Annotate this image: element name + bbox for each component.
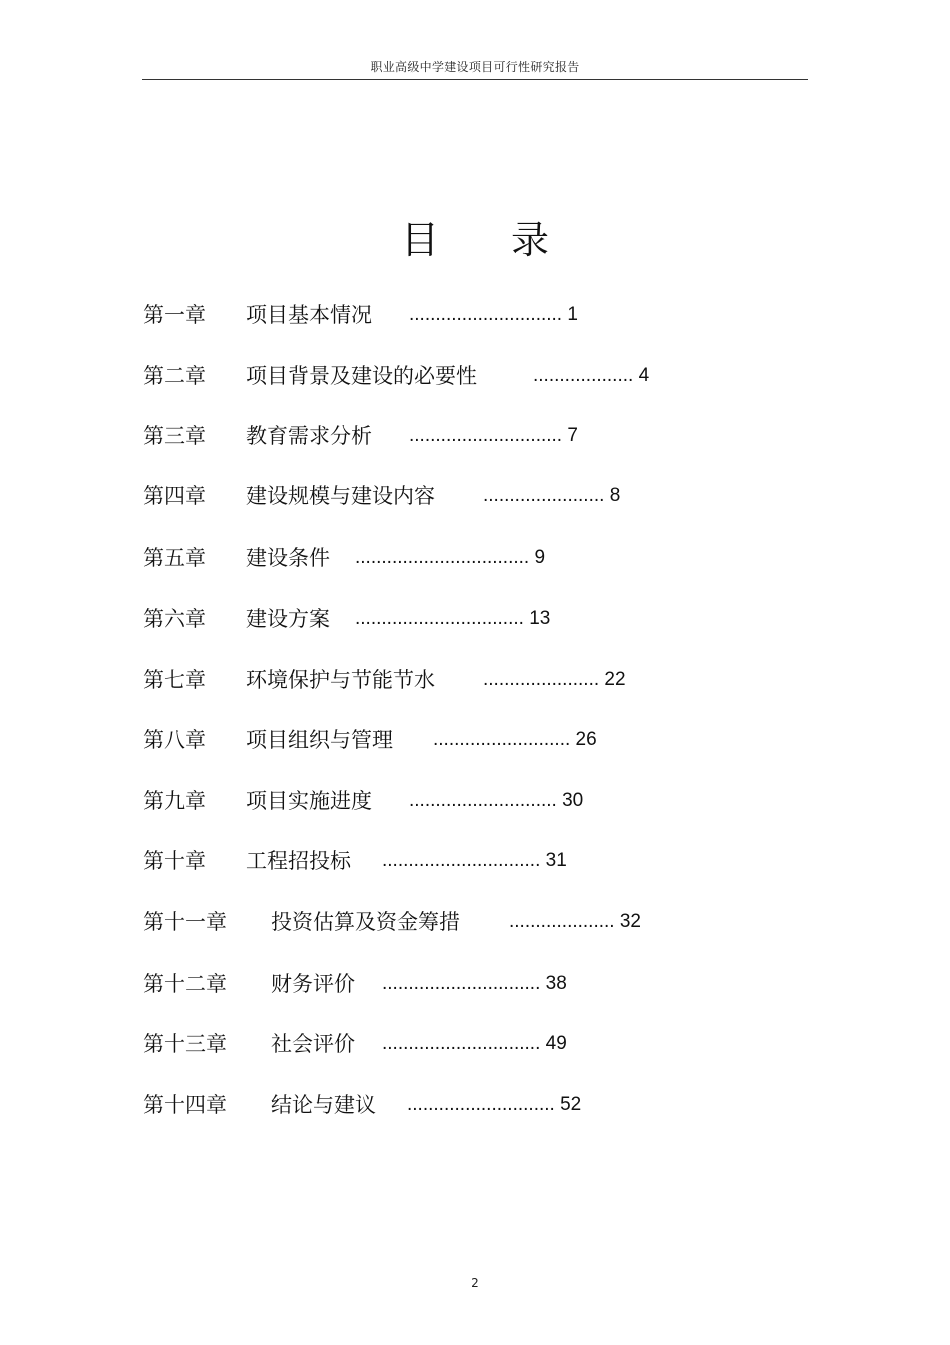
toc-entry-title: 项目组织与管理 bbox=[246, 728, 393, 752]
toc-chapter: 第八章 bbox=[143, 728, 206, 752]
toc-entry-title: 财务评价 bbox=[271, 972, 355, 996]
toc-chapter: 第一章 bbox=[143, 303, 206, 327]
toc-leader-page: ............................ 52 bbox=[407, 1094, 582, 1115]
toc-entry[interactable] bbox=[143, 299, 578, 331]
toc-entry-title: 投资估算及资金筹措 bbox=[271, 910, 460, 934]
toc-entry-title: 社会评价 bbox=[271, 1032, 355, 1056]
toc-leader-page: .............................. 31 bbox=[382, 850, 567, 871]
toc-chapter: 第七章 bbox=[143, 668, 206, 692]
toc-title-char-2: 录 bbox=[511, 218, 550, 262]
toc-entry[interactable] bbox=[143, 480, 621, 512]
toc-entry-title: 工程招投标 bbox=[246, 849, 351, 873]
toc-entry-title: 建设方案 bbox=[246, 607, 330, 631]
toc-leader-page: ....................... 8 bbox=[483, 485, 621, 506]
toc-entry[interactable] bbox=[143, 1028, 567, 1060]
toc-entry[interactable] bbox=[143, 1089, 582, 1121]
toc-entry-title: 项目背景及建设的必要性 bbox=[246, 364, 477, 388]
toc-entry[interactable] bbox=[143, 542, 546, 574]
toc-entry-title: 结论与建议 bbox=[271, 1093, 376, 1117]
toc-entry-title: 教育需求分析 bbox=[246, 424, 372, 448]
toc-entry-title: 建设条件 bbox=[246, 546, 330, 570]
toc-leader-page: ................................. 9 bbox=[355, 547, 546, 568]
toc-chapter: 第十二章 bbox=[143, 972, 227, 996]
toc-entry[interactable] bbox=[143, 845, 567, 877]
toc-entry-title: 项目实施进度 bbox=[246, 789, 372, 813]
toc-entry[interactable] bbox=[143, 420, 578, 452]
toc-chapter: 第四章 bbox=[143, 484, 206, 508]
toc-leader-page: ................... 4 bbox=[533, 365, 650, 386]
toc-chapter: 第十章 bbox=[143, 849, 206, 873]
toc-chapter: 第六章 bbox=[143, 607, 206, 631]
page-number: 2 bbox=[471, 1276, 479, 1290]
toc-leader-page: ............................. 7 bbox=[409, 425, 578, 446]
toc-chapter: 第九章 bbox=[143, 789, 206, 813]
toc-leader-page: ............................. 1 bbox=[409, 304, 578, 325]
toc-entry[interactable] bbox=[143, 360, 650, 392]
toc-leader-page: .................... 32 bbox=[509, 911, 641, 932]
toc-entry[interactable] bbox=[143, 724, 597, 756]
toc-leader-page: ............................ 30 bbox=[409, 790, 584, 811]
toc-chapter: 第十四章 bbox=[143, 1093, 227, 1117]
toc-entry[interactable] bbox=[143, 906, 641, 938]
toc-entry[interactable] bbox=[143, 603, 551, 635]
toc-leader-page: .............................. 49 bbox=[382, 1033, 567, 1054]
toc-leader-page: ................................ 13 bbox=[355, 608, 551, 629]
toc-chapter: 第三章 bbox=[143, 424, 206, 448]
toc-title-char-1: 目 bbox=[400, 218, 439, 262]
toc-leader-page: .............................. 38 bbox=[382, 973, 567, 994]
toc-chapter: 第十三章 bbox=[143, 1032, 227, 1056]
toc-leader-page: .......................... 26 bbox=[433, 729, 597, 750]
toc-leader-page: ...................... 22 bbox=[483, 669, 626, 690]
toc-entry-title: 建设规模与建设内容 bbox=[246, 484, 435, 508]
toc-chapter: 第五章 bbox=[143, 546, 206, 570]
toc-entry[interactable] bbox=[143, 785, 584, 817]
toc-entry[interactable] bbox=[143, 968, 567, 1000]
toc-entry-title: 环境保护与节能节水 bbox=[246, 668, 435, 692]
toc-chapter: 第二章 bbox=[143, 364, 206, 388]
toc-chapter: 第十一章 bbox=[143, 910, 227, 934]
running-header: 职业高级中学建设项目可行性研究报告 bbox=[370, 60, 580, 74]
toc-entry[interactable] bbox=[143, 664, 626, 696]
toc-entry-title: 项目基本情况 bbox=[246, 303, 372, 327]
